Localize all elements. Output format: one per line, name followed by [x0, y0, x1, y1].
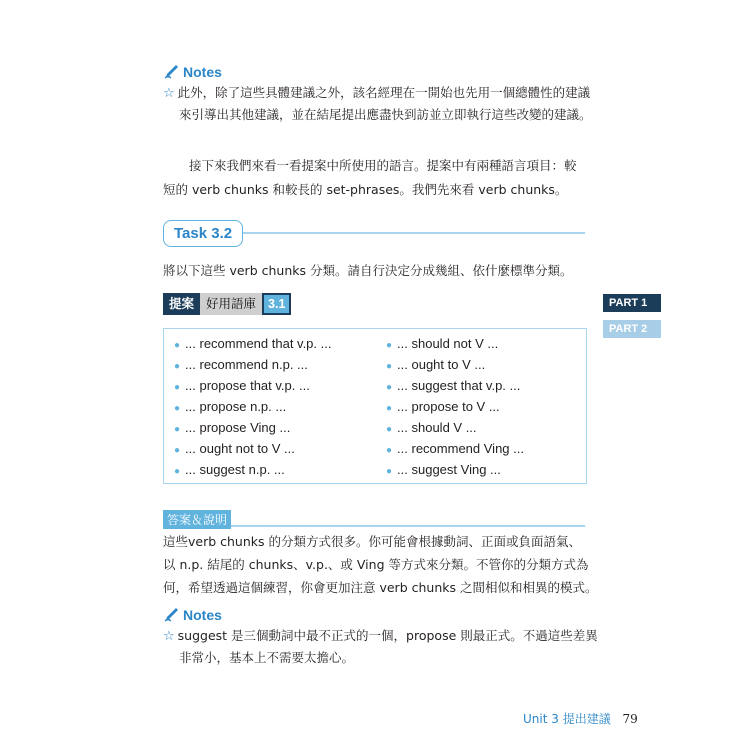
- list-item: ● ... suggest n.p. ...: [174, 462, 285, 477]
- list-item: ● ... propose Ving ...: [174, 420, 291, 435]
- answer-line: 這些verb chunks 的分類方式很多。你可能會根據動詞、正面或負面語氣、: [163, 534, 582, 549]
- body-paragraph-line: 短的 verb chunks 和較長的 set-phrases。我們先來看 verb chunks。: [163, 182, 568, 197]
- notes-heading: [163, 64, 222, 80]
- tab-part-2[interactable]: PART 2: [603, 320, 661, 338]
- dot-bullet: ●: [386, 445, 393, 456]
- star-icon: ☆: [163, 629, 175, 644]
- dot-bullet: ●: [386, 382, 393, 393]
- page-number: 79: [622, 712, 638, 726]
- label-number: 3.1: [262, 293, 291, 315]
- notes-heading: [163, 607, 222, 623]
- dot-bullet: ●: [386, 403, 393, 414]
- phrase-bank-label: [163, 293, 291, 315]
- phrase-box: [163, 328, 587, 484]
- list-item: ● ... suggest that v.p. ...: [386, 378, 521, 393]
- dot-bullet: ●: [386, 424, 393, 435]
- notes-line: 來引導出其他建議，並在結尾提出應盡快到訪並立即執行這些改變的建議。: [179, 107, 592, 122]
- notes-line: ☆ suggest 是三個動詞中最不正式的一個，propose 則最正式。不過這些差異: [163, 628, 598, 644]
- list-item: ● ... propose to V ...: [386, 399, 500, 414]
- list-item: ● ... propose that v.p. ...: [174, 378, 310, 393]
- phrase-column-left: [174, 333, 331, 480]
- task-instruction: 將以下這些 verb chunks 分類。請自行決定分成幾組、依什麼標準分類。: [163, 263, 573, 278]
- footer-unit: Unit 3 提出建議: [523, 712, 611, 726]
- list-item: ● ... propose n.p. ...: [174, 399, 287, 414]
- dot-bullet: ●: [174, 424, 181, 435]
- dot-bullet: ●: [174, 403, 181, 414]
- phrase-column-right: [386, 333, 524, 480]
- dot-bullet: ●: [174, 340, 181, 351]
- list-item: ● ... recommend that v.p. ...: [174, 336, 332, 351]
- star-icon: ☆: [163, 86, 175, 101]
- dot-bullet: ●: [174, 466, 181, 477]
- tab-part-1[interactable]: PART 1: [603, 294, 661, 312]
- list-item: ● ... recommend Ving ...: [386, 441, 524, 456]
- label-phrase-bank: 好用語庫: [200, 293, 262, 315]
- answer-line: 以 n.p. 結尾的 chunks、v.p.、或 Ving 等方式來分類。不管你的分類方式為: [163, 557, 589, 572]
- list-item: ● ... should V ...: [386, 420, 477, 435]
- notes-line: ☆ 此外，除了這些具體建議之外，該名經理在一開始也先用一個總體性的建議: [163, 85, 591, 101]
- label-proposal: 提案: [163, 293, 200, 315]
- notes-title: Notes: [183, 64, 222, 80]
- list-item: ● ... ought to V ...: [386, 357, 486, 372]
- answer-label: 答案＆說明: [163, 510, 231, 529]
- list-item: ● ... should not V ...: [386, 336, 499, 351]
- dot-bullet: ●: [174, 361, 181, 372]
- list-item: ● ... recommend n.p. ...: [174, 357, 308, 372]
- dot-bullet: ●: [386, 340, 393, 351]
- task-label: Task 3.2: [163, 220, 243, 247]
- dot-bullet: ●: [174, 382, 181, 393]
- list-item: ● ... ought not to V ...: [174, 441, 295, 456]
- notes-line: 非常小，基本上不需要太擔心。: [179, 650, 355, 665]
- notes-title: Notes: [183, 607, 222, 623]
- answer-line: 何，希望透過這個練習，你會更加注意 verb chunks 之間相似和相異的模式。: [163, 580, 598, 595]
- dot-bullet: ●: [174, 445, 181, 456]
- dot-bullet: ●: [386, 361, 393, 372]
- body-paragraph-line: 接下來我們來看一看提案中所使用的語言。提案中有兩種語言項目：較: [189, 158, 577, 173]
- list-item: ● ... suggest Ving ...: [386, 462, 501, 477]
- footer: [523, 710, 638, 727]
- dot-bullet: ●: [386, 466, 393, 477]
- pen-icon: [163, 64, 179, 80]
- task-divider: [240, 232, 585, 234]
- pen-icon: [163, 607, 179, 623]
